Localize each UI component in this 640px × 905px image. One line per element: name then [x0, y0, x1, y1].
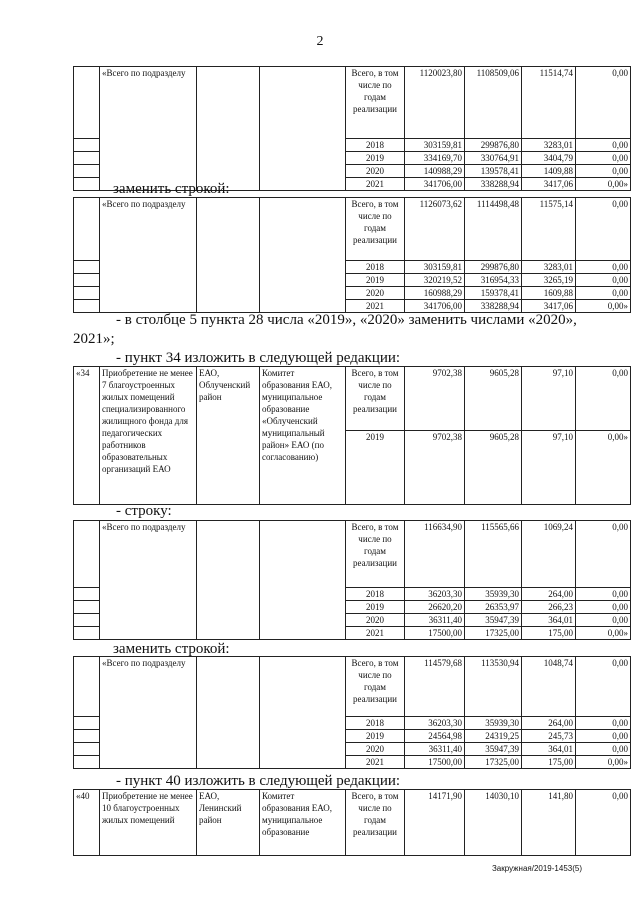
total-label: «Всего по подразделу [100, 198, 197, 313]
value-cell: 3417,06 [522, 178, 576, 191]
value-cell: 0,00 [576, 261, 631, 274]
value-cell: 338288,94 [465, 300, 522, 313]
table-item40 [73, 789, 631, 856]
value-cell: 17325,00 [465, 756, 522, 769]
value-cell: 9605,28 [465, 431, 522, 505]
cell-num [74, 261, 100, 274]
value-cell: 1609,88 [522, 287, 576, 300]
value-cell: 1069,24 [522, 521, 576, 588]
total-row-label: Всего, в том числе по годам реализации [346, 198, 405, 261]
value-cell: 0,00 [576, 367, 631, 431]
item-location: ЕАО, Ленинский район [197, 790, 260, 856]
value-cell: 113530,94 [465, 657, 522, 717]
value-cell: 1114498,48 [465, 198, 522, 261]
cell-num [74, 274, 100, 287]
total-label: «Всего по подразделу [100, 67, 197, 191]
year-label: 2019 [346, 152, 405, 165]
cell-num [74, 717, 100, 730]
instruction-column5-cont: 2021»; [73, 331, 115, 347]
footer-reference: Закружная/2019-1453(5) [491, 864, 582, 873]
value-cell: 338288,94 [465, 178, 522, 191]
instruction-row: - строку: [116, 503, 172, 519]
table-item34 [73, 366, 631, 505]
cell-num [74, 521, 100, 588]
value-cell: 17325,00 [465, 627, 522, 640]
year-label: 2020 [346, 287, 405, 300]
cell-num [74, 165, 100, 178]
total-row-label: Всего, в том числе по годам реализации [346, 367, 405, 431]
value-cell: 36203,30 [405, 588, 465, 601]
cell-num [74, 730, 100, 743]
value-cell: 1409,88 [522, 165, 576, 178]
value-cell: 330764,91 [465, 152, 522, 165]
cell-num [74, 627, 100, 640]
table-total-original [73, 66, 631, 191]
value-cell: 97,10 [522, 431, 576, 505]
year-label: 2019 [346, 601, 405, 614]
year-label: 2021 [346, 300, 405, 313]
value-cell: 1108509,06 [465, 67, 522, 139]
value-cell: 299876,80 [465, 261, 522, 274]
value-cell: 11514,74 [522, 67, 576, 139]
value-cell: 36203,30 [405, 717, 465, 730]
value-cell: 160988,29 [405, 287, 465, 300]
instruction-item40: - пункт 40 изложить в следующей редакции: [116, 773, 401, 789]
total-row-label: Всего, в том числе по годам реализации [346, 67, 405, 139]
cell-num [74, 152, 100, 165]
value-cell: 364,01 [522, 743, 576, 756]
year-label: 2018 [346, 139, 405, 152]
value-cell: 9702,38 [405, 431, 465, 505]
value-cell: 14030,10 [465, 790, 522, 856]
year-label: 2019 [346, 730, 405, 743]
value-cell: 0,00 [576, 198, 631, 261]
value-cell: 9702,38 [405, 367, 465, 431]
value-cell: 0,00 [576, 165, 631, 178]
value-cell: 0,00 [576, 139, 631, 152]
value-cell: 320219,52 [405, 274, 465, 287]
value-cell: 3265,19 [522, 274, 576, 287]
value-cell: 36311,40 [405, 614, 465, 627]
value-cell: 24319,25 [465, 730, 522, 743]
value-cell: 0,00 [576, 287, 631, 300]
value-cell: 17500,00 [405, 627, 465, 640]
value-cell: 36311,40 [405, 743, 465, 756]
cell-num [74, 198, 100, 261]
value-cell: 0,00 [576, 717, 631, 730]
value-cell: 141,80 [522, 790, 576, 856]
item-name: Приобретение не менее 10 благоустроенных жилых помещений [100, 790, 197, 856]
cell-location [197, 657, 260, 769]
value-cell: 0,00 [576, 274, 631, 287]
cell-num [74, 743, 100, 756]
value-cell: 11575,14 [522, 198, 576, 261]
item-name: Приобретение не менее 7 благоустроенных жилых помещений специализированного жилищного фонда для педагогических работников образовательных организаций ЕАО [100, 367, 197, 505]
value-cell: 14171,90 [405, 790, 465, 856]
value-cell: 1120023,80 [405, 67, 465, 139]
total-row-label: Всего, в том числе по годам реализации [346, 521, 405, 588]
cell-num [74, 657, 100, 717]
value-cell: 0,00 [576, 588, 631, 601]
value-cell: 3417,06 [522, 300, 576, 313]
value-cell: 0,00 [576, 730, 631, 743]
value-cell: 0,00» [576, 431, 631, 505]
value-cell: 341706,00 [405, 178, 465, 191]
cell-num [74, 588, 100, 601]
cell-num [74, 139, 100, 152]
item-number: «34 [74, 367, 100, 505]
page-number: 2 [316, 34, 324, 49]
cell-num [74, 756, 100, 769]
value-cell: 115565,66 [465, 521, 522, 588]
value-cell: 0,00 [576, 601, 631, 614]
value-cell: 1126073,62 [405, 198, 465, 261]
value-cell: 303159,81 [405, 139, 465, 152]
item-executor: Комитет образования ЕАО, муниципальное образование «Облученский муниципальный район» ЕАО (по согласованию) [260, 367, 346, 505]
value-cell: 0,00» [576, 756, 631, 769]
value-cell: 139578,41 [465, 165, 522, 178]
value-cell: 334169,70 [405, 152, 465, 165]
year-label: 2020 [346, 743, 405, 756]
value-cell: 175,00 [522, 627, 576, 640]
cell-num [74, 614, 100, 627]
year-label: 2021 [346, 627, 405, 640]
year-label: 2021 [346, 756, 405, 769]
value-cell: 0,00 [576, 657, 631, 717]
value-cell: 97,10 [522, 367, 576, 431]
year-label: 2019 [346, 274, 405, 287]
value-cell: 114579,68 [405, 657, 465, 717]
value-cell: 116634,90 [405, 521, 465, 588]
year-label: 2018 [346, 261, 405, 274]
value-cell: 35947,39 [465, 614, 522, 627]
value-cell: 26353,97 [465, 601, 522, 614]
value-cell: 0,00 [576, 152, 631, 165]
value-cell: 3283,01 [522, 139, 576, 152]
value-cell: 35939,30 [465, 588, 522, 601]
cell-executor [260, 521, 346, 640]
value-cell: 17500,00 [405, 756, 465, 769]
value-cell: 299876,80 [465, 139, 522, 152]
table-total-replacement [73, 197, 631, 313]
value-cell: 26620,20 [405, 601, 465, 614]
cell-num [74, 178, 100, 191]
cell-num [74, 601, 100, 614]
total-row-label: Всего, в том числе по годам реализации [346, 657, 405, 717]
item-location: ЕАО, Облученский район [197, 367, 260, 505]
instruction-item34: - пункт 34 изложить в следующей редакции: [116, 350, 401, 366]
instruction-replace-2: заменить строкой: [113, 641, 230, 657]
year-label: 2018 [346, 717, 405, 730]
value-cell: 1048,74 [522, 657, 576, 717]
value-cell: 0,00 [576, 521, 631, 588]
year-label: 2018 [346, 588, 405, 601]
year-label: 2020 [346, 614, 405, 627]
total-label: «Всего по подразделу [100, 521, 197, 640]
table-total-row [73, 520, 631, 640]
value-cell: 264,00 [522, 588, 576, 601]
value-cell: 35939,30 [465, 717, 522, 730]
cell-location [197, 198, 260, 313]
cell-num [74, 300, 100, 313]
cell-num [74, 287, 100, 300]
cell-executor [260, 198, 346, 313]
value-cell: 0,00 [576, 743, 631, 756]
value-cell: 9605,28 [465, 367, 522, 431]
value-cell: 35947,39 [465, 743, 522, 756]
value-cell: 364,01 [522, 614, 576, 627]
value-cell: 3283,01 [522, 261, 576, 274]
year-label: 2019 [346, 431, 405, 505]
value-cell: 0,00 [576, 67, 631, 139]
item-number: «40 [74, 790, 100, 856]
cell-location [197, 521, 260, 640]
value-cell: 264,00 [522, 717, 576, 730]
instruction-column5: - в столбце 5 пункта 28 числа «2019», «2020» заменить числами «2020», [116, 312, 577, 328]
value-cell: 24564,98 [405, 730, 465, 743]
instruction-replace: замeнить строкой: [113, 181, 230, 197]
value-cell: 245,73 [522, 730, 576, 743]
value-cell: 3404,79 [522, 152, 576, 165]
value-cell: 316954,33 [465, 274, 522, 287]
total-row-label: Всего, в том числе по годам реализации [346, 790, 405, 856]
value-cell: 0,00» [576, 627, 631, 640]
value-cell: 140988,29 [405, 165, 465, 178]
table-total-row-replacement [73, 656, 631, 769]
value-cell: 159378,41 [465, 287, 522, 300]
cell-executor [260, 657, 346, 769]
value-cell: 0,00 [576, 790, 631, 856]
item-executor: Комитет образования ЕАО, муниципальное образование [260, 790, 346, 856]
value-cell: 0,00» [576, 178, 631, 191]
value-cell: 266,23 [522, 601, 576, 614]
value-cell: 303159,81 [405, 261, 465, 274]
value-cell: 175,00 [522, 756, 576, 769]
value-cell: 0,00» [576, 300, 631, 313]
value-cell: 341706,00 [405, 300, 465, 313]
year-label: 2020 [346, 165, 405, 178]
cell-location [197, 67, 260, 191]
cell-num [74, 67, 100, 139]
total-label: «Всего по подразделу [100, 657, 197, 769]
value-cell: 0,00 [576, 614, 631, 627]
year-label: 2021 [346, 178, 405, 191]
cell-executor [260, 67, 346, 191]
